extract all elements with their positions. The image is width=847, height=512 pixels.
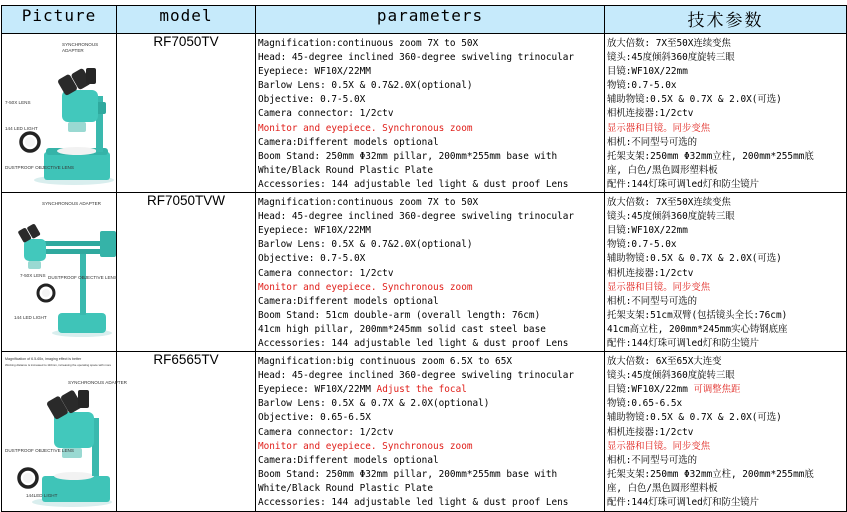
product-picture-rf7050tv: [2, 34, 117, 193]
microscope-trinocular-image: [2, 34, 117, 189]
tech-line-highlight: 显示器和目镜。同步变焦: [607, 440, 711, 452]
table-row: [2, 34, 847, 193]
label-synchronous: SYNCHRONOUS: [62, 42, 99, 47]
tech-params-cell: [605, 34, 847, 193]
param-line: White/Black Round Plastic Plate: [258, 164, 433, 176]
microscope-double-arm-image: [2, 193, 117, 351]
parameters-cell: [256, 193, 605, 352]
tech-eyepiece: 目镜:WF10X/22mm: [607, 384, 688, 396]
tech-line: 托架支架:51cm双臂(包括镜头全长:76cm): [607, 309, 788, 321]
param-line-highlight: Monitor and eyepiece. Synchronous zoom: [258, 122, 473, 134]
param-line: Barlow Lens: 0.5X & 0.7&2.0X(optional): [258, 239, 473, 251]
tech-line: 镜头:45度倾斜360度旋转三眼: [607, 52, 735, 64]
tech-line: 放大倍数: 6X至65X大连变: [607, 356, 722, 368]
tech-line: 相机连接器:1/2ctv: [607, 426, 694, 438]
tech-line: 41cm高立柱, 200mm*245mm实心铸钢底座: [607, 323, 788, 335]
tech-line: 相机:不同型号可选的: [607, 295, 698, 307]
tech-line: 相机:不同型号可选的: [607, 136, 698, 148]
tech-line: 目镜:WF10X/22mm: [607, 225, 688, 237]
tech-line: 辅助物镜:0.5X & 0.7X & 2.0X(可选): [607, 412, 782, 424]
param-line: Camera:Different models optional: [258, 454, 439, 466]
label-working-distance-note: Working distance is increased to 110mm, increasing the operating space with more: [5, 363, 112, 368]
param-line: Accessories: 144 adjustable led light & dust proof Lens: [258, 497, 569, 508]
tech-params-cell: [605, 193, 847, 352]
tech-line: 相机连接器:1/2ctv: [607, 267, 694, 279]
param-line: Head: 45-degree inclined 360-degree swiveling trinocular: [258, 370, 575, 382]
tech-line: 配件:144灯珠可调led灯和防尘镜片: [607, 337, 760, 349]
param-line: Magnification:continuous zoom 7X to 50X: [258, 38, 479, 49]
model-name: RF7050TV: [117, 34, 256, 193]
header-tech-params: 技术参数: [605, 6, 847, 34]
param-adjust-focal: Adjust the focal: [376, 384, 467, 396]
param-line-highlight: Monitor and eyepiece. Synchronous zoom: [258, 440, 473, 452]
parameters-cell: [256, 352, 605, 512]
param-line: Magnification:continuous zoom 7X to 50X: [258, 197, 479, 209]
label-synchronous-adapter: SYNCHRONOUS ADAPTER: [68, 380, 127, 386]
tech-line: 物镜:0.7-5.0x: [607, 239, 677, 251]
table-row: [2, 352, 847, 512]
table-row: [2, 193, 847, 352]
spec-table: [1, 5, 847, 512]
label-dustproof-lens: DUSTPROOF OBJECTIVE LENS: [5, 165, 74, 170]
label-led-light: 144 LED LIGHT: [5, 126, 38, 131]
label-led-light: 144 LED LIGHT: [14, 315, 47, 321]
param-line: Head: 45-degree inclined 360-degree swiveling trinocular: [258, 52, 575, 64]
product-picture-rf6565tv: [2, 352, 127, 512]
header-row: [2, 6, 847, 34]
param-line: [258, 383, 604, 397]
tech-line: 放大倍数: 7X至50X连续变焦: [607, 38, 731, 49]
param-line: Camera connector: 1/2ctv: [258, 108, 394, 120]
param-line: Camera connector: 1/2ctv: [258, 267, 394, 279]
param-eyepiece: Eyepiece: WF10X/22MM: [258, 384, 371, 396]
param-line: Magnification:big continuous zoom 6.5X to 65X: [258, 356, 512, 368]
model-name: RF6565TV: [117, 352, 256, 512]
model-name: RF7050TVW: [117, 193, 256, 352]
tech-line-highlight: 显示器和目镜。同步变焦: [607, 281, 711, 293]
tech-line: 镜头:45度倾斜360度旋转三眼: [607, 370, 735, 382]
param-line: 41cm high pillar, 200mm*245mm solid cast steel base: [258, 323, 546, 335]
label-dustproof-lens: DUSTPROOF OBJECTIVE LENS: [48, 275, 117, 281]
product-picture-rf7050tvw: [2, 193, 117, 352]
param-line: Boom Stand: 51cm double-arm (overall length: 76cm): [258, 309, 541, 321]
tech-line: 配件:144灯珠可调led灯和防尘镜片: [607, 497, 760, 508]
tech-line: 物镜:0.65-6.5x: [607, 398, 683, 410]
param-line: Objective: 0.7-5.0X: [258, 94, 366, 106]
tech-line: 辅助物镜:0.5X & 0.7X & 2.0X(可选): [607, 94, 782, 106]
param-line: White/Black Round Plastic Plate: [258, 482, 433, 494]
tech-line: 相机:不同型号可选的: [607, 454, 698, 466]
tech-line: 放大倍数: 7X至50X连续变焦: [607, 197, 731, 209]
label-magnification-note: Magnification of 6.5-65x, imaging effect is better: [5, 357, 82, 362]
tech-line: 座, 白色/黑色圆形塑料板: [607, 482, 718, 494]
param-line: Eyepiece: WF10X/22MM: [258, 225, 371, 237]
param-line: Camera connector: 1/2ctv: [258, 426, 394, 438]
tech-line: 配件:144灯珠可调led灯和防尘镜片: [607, 178, 760, 190]
microscope-big-zoom-image: [2, 352, 127, 512]
label-lens: 7-50X LENS: [20, 273, 46, 279]
tech-line: 托架支架:250mm Φ32mm立柱, 200mm*255mm底: [607, 468, 814, 480]
tech-line: 辅助物镜:0.5X & 0.7X & 2.0X(可选): [607, 253, 782, 265]
tech-line: 物镜:0.7-5.0x: [607, 80, 677, 92]
param-line: Accessories: 144 adjustable led light & dust proof Lens: [258, 337, 569, 349]
tech-line: 目镜:WF10X/22mm: [607, 66, 688, 78]
param-line: Boom Stand: 250mm Φ32mm pillar, 200mm*255mm base with: [258, 468, 558, 480]
param-line-highlight: Monitor and eyepiece. Synchronous zoom: [258, 281, 473, 293]
param-line: Accessories: 144 adjustable led light & dust proof Lens: [258, 178, 569, 190]
param-line: Head: 45-degree inclined 360-degree swiveling trinocular: [258, 211, 575, 223]
param-line: Objective: 0.7-5.0X: [258, 253, 366, 265]
param-line: Camera:Different models optional: [258, 295, 439, 307]
label-lens: 7-50X LENS: [5, 100, 31, 105]
tech-line: 镜头:45度倾斜360度旋转三眼: [607, 211, 735, 223]
label-dustproof-lens: DUSTPROOF OBJECTIVE LENS: [5, 448, 74, 454]
tech-adjust-focal: 可调整焦距: [693, 384, 741, 396]
tech-line: 座, 白色/黑色圆形塑料板: [607, 164, 718, 176]
parameters-cell: [256, 34, 605, 193]
tech-line: [607, 383, 846, 397]
tech-line: 托架支架:250mm Φ32mm立柱, 200mm*255mm底: [607, 150, 814, 162]
header-picture: Picture: [2, 6, 117, 34]
param-line: Camera:Different models optional: [258, 136, 439, 148]
header-parameters: parameters: [256, 6, 605, 34]
param-line: Objective: 0.65-6.5X: [258, 412, 371, 424]
label-synchronous-adapter: SYNCHRONOUS ADAPTER: [42, 201, 101, 207]
tech-line: 相机连接器:1/2ctv: [607, 108, 694, 120]
param-line: Barlow Lens: 0.5X & 0.7&2.0X(optional): [258, 80, 473, 92]
param-line: Barlow Lens: 0.5X & 0.7X & 2.0X(optional): [258, 398, 490, 410]
label-adapter: ADAPTER: [62, 48, 84, 53]
header-model: model: [117, 6, 256, 34]
param-line: Eyepiece: WF10X/22MM: [258, 66, 371, 78]
param-line: Boom Stand: 250mm Φ32mm pillar, 200mm*255mm base with: [258, 150, 558, 162]
tech-line-highlight: 显示器和目镜。同步变焦: [607, 122, 711, 134]
label-led-light: 144LED LIGHT: [26, 493, 58, 499]
tech-params-cell: [605, 352, 847, 512]
